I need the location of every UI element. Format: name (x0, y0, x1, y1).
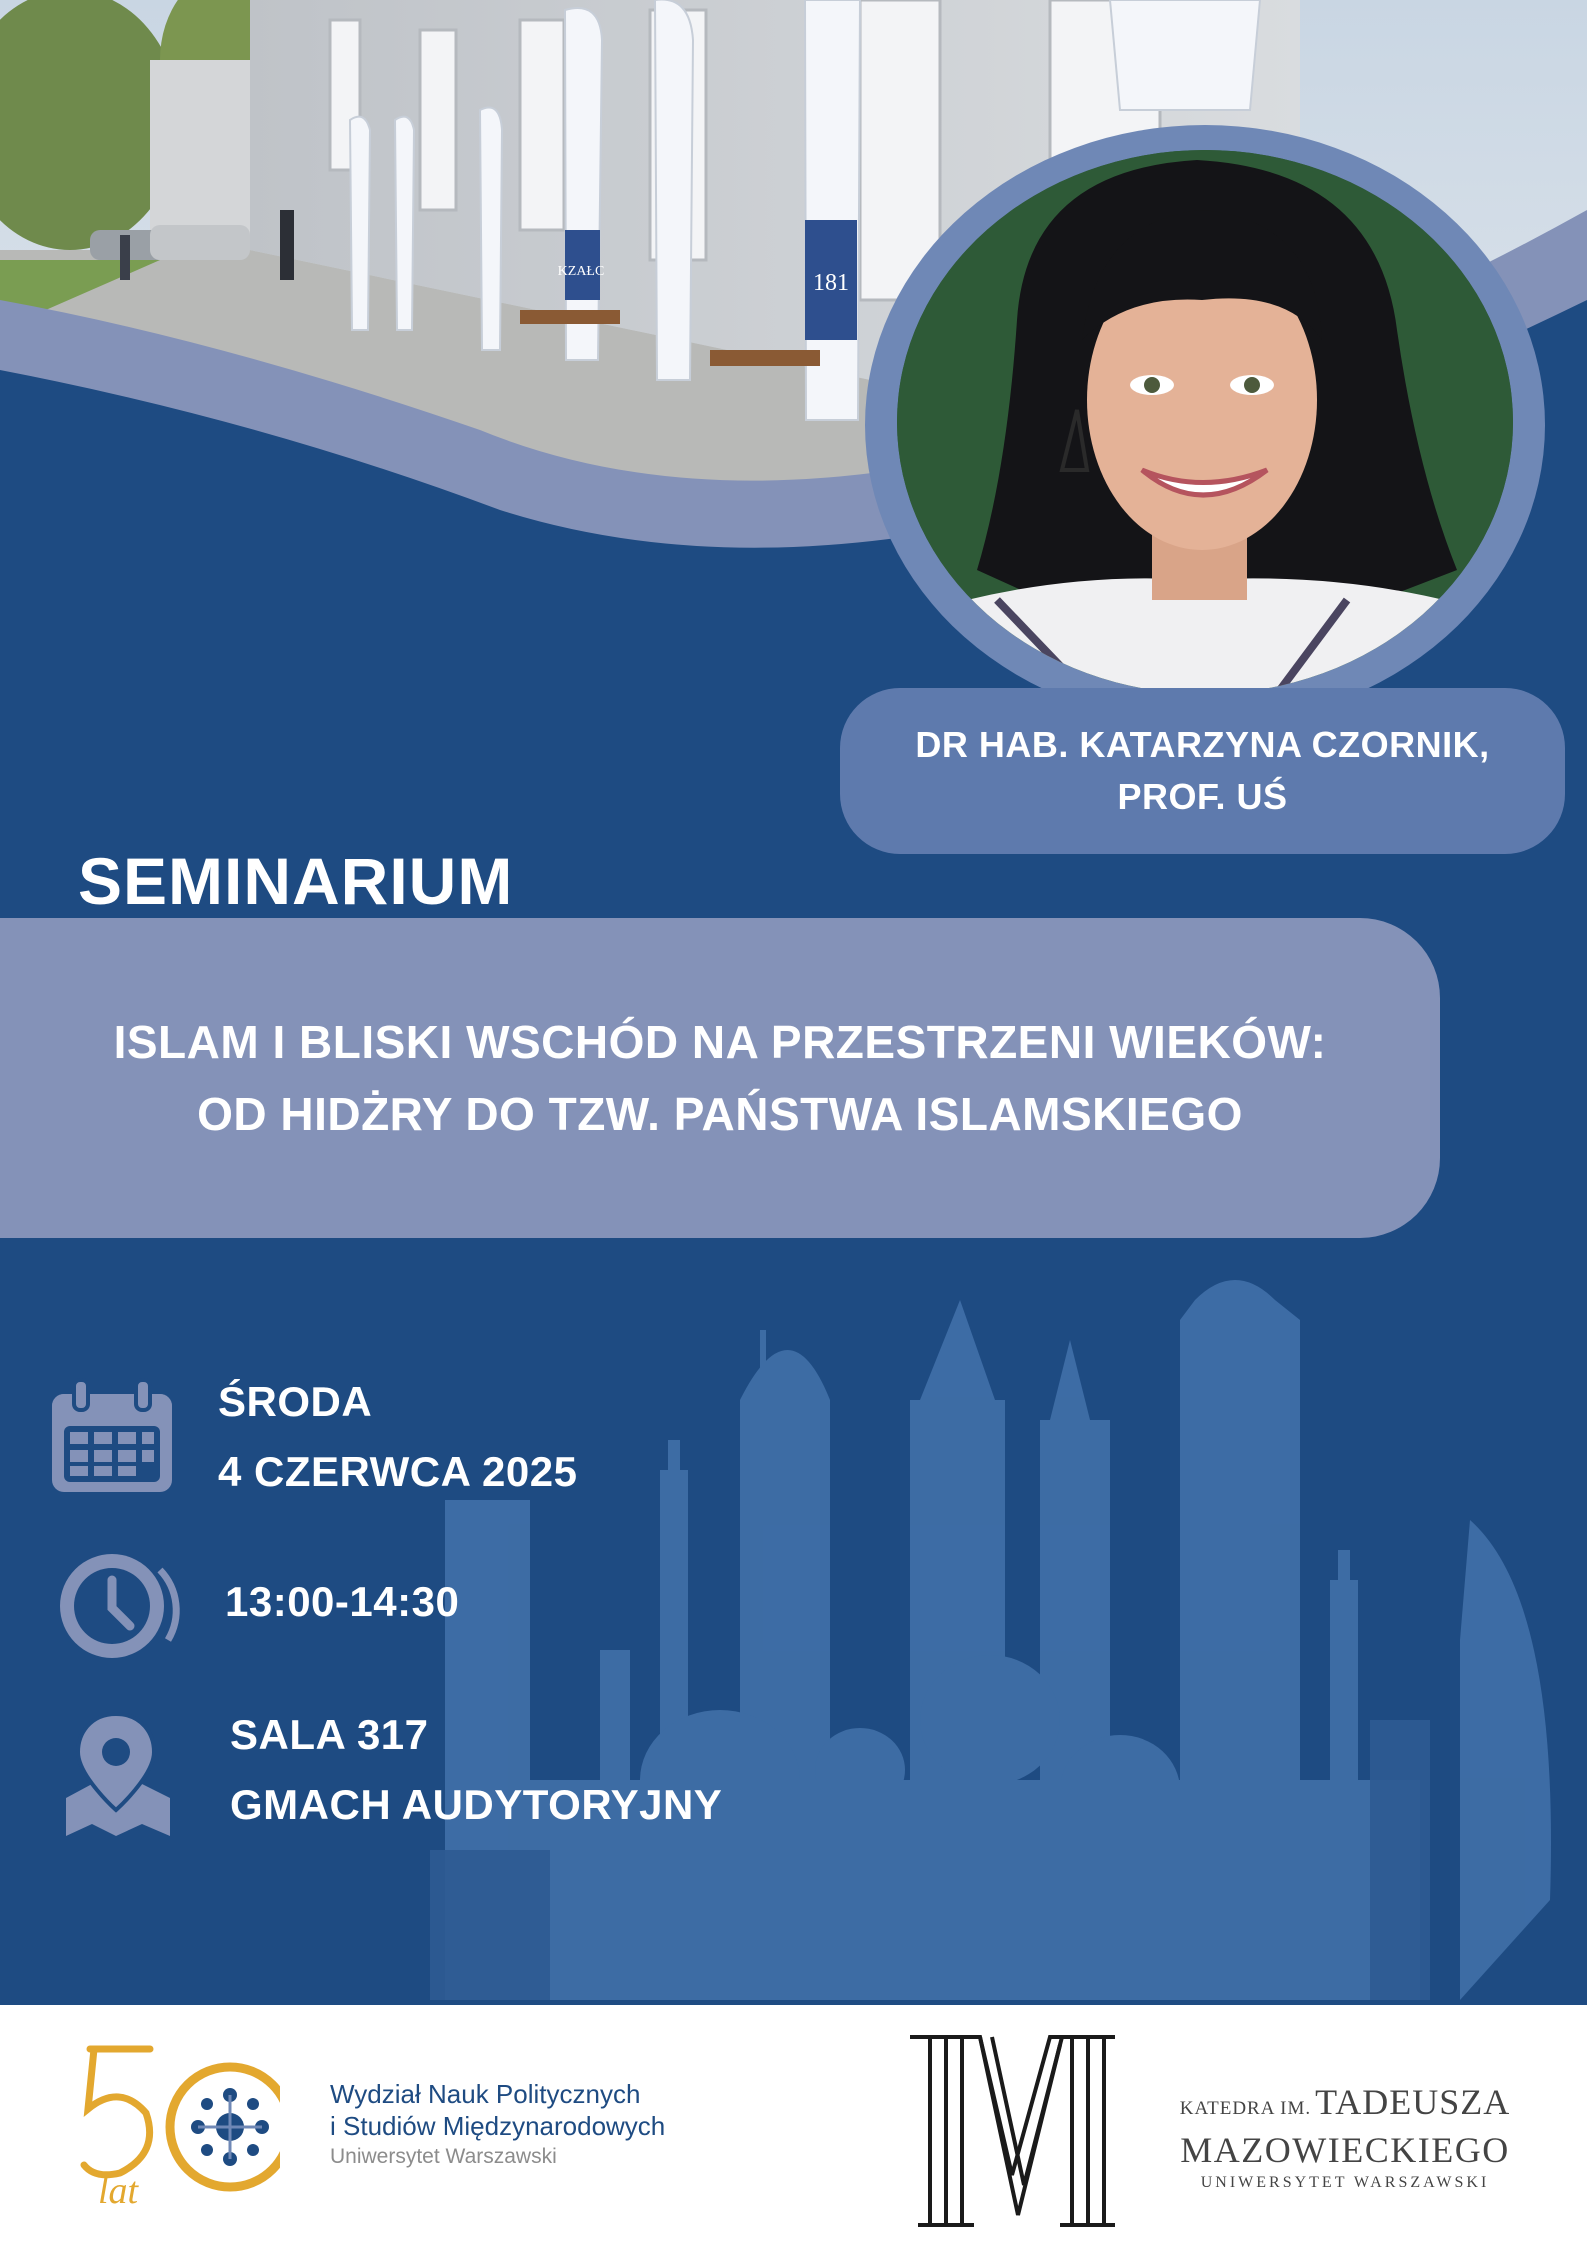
katedra-name (1160, 2082, 1530, 2196)
flag-text-1: KZAŁC (557, 264, 605, 279)
university-name: Uniwersytet Warszawski (330, 2145, 557, 2168)
katedra-first-name: TADEUSZA (1315, 2082, 1511, 2122)
calendar-icon (48, 1378, 176, 1496)
date-label: 4 CZERWCA 2025 (218, 1448, 578, 1495)
speaker-photo (897, 150, 1513, 694)
seminar-title-line2: OD HIDŻRY DO TZW. PAŃSTWA ISLAMSKIEGO (197, 1088, 1243, 1140)
katedra-university: UNIWERSYTET WARSZAWSKI (1200, 2174, 1490, 2191)
katedra-surname: MAZOWIECKIEGO (1180, 2130, 1510, 2170)
time-label: 13:00-14:30 (225, 1578, 460, 1625)
faculty-name-line1: Wydział Nauk Politycznych (330, 2079, 641, 2109)
faculty-name-line2: i Studiów Międzynarodowych (330, 2111, 666, 2141)
speaker-name-pill (840, 688, 1565, 854)
faculty-name (330, 2078, 665, 2172)
seminar-title-box (0, 918, 1440, 1238)
katedra-prefix: KATEDRA IM. (1179, 2098, 1312, 2119)
flag-text-2: 181 (813, 270, 849, 296)
clock-icon (50, 1540, 188, 1670)
katedra-name-line1 (1160, 2082, 1530, 2130)
speaker-name-line2: PROF. UŚ (1117, 776, 1288, 817)
date-text (218, 1367, 577, 1507)
room-label: SALA 317 (230, 1711, 429, 1758)
day-label: ŚRODA (218, 1378, 373, 1425)
seminar-title-line1: ISLAM I BLISKI WSCHÓD NA PRZESTRZENI WIEKÓW: (113, 1016, 1327, 1068)
katedra-m-logo (900, 2025, 1125, 2235)
time-text (225, 1567, 459, 1637)
building-label: GMACH AUDYTORYJNY (230, 1781, 723, 1828)
faculty-50-years-logo (80, 2043, 280, 2213)
anniversary-word: lat (98, 2170, 139, 2212)
speaker-portrait (897, 150, 1513, 694)
speaker-name-line1: DR HAB. KATARZYNA CZORNIK, (915, 724, 1490, 765)
event-type-heading: SEMINARIUM (78, 844, 514, 918)
location-pin-icon (46, 1710, 186, 1840)
location-text (230, 1700, 722, 1840)
